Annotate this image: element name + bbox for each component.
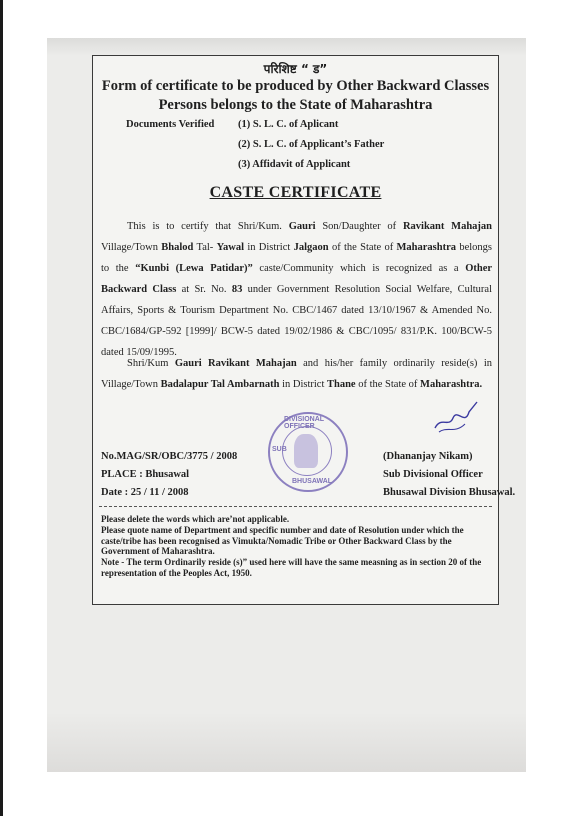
residence-district: Thane: [327, 379, 356, 390]
officer-office: Bhusawal Division Bhusawal.: [383, 487, 516, 498]
category: Other Backward Class: [101, 263, 493, 295]
heading-line-1: Form of certificate to be produced by Other Backward Classes: [101, 78, 490, 94]
serial-number: 83: [231, 284, 243, 295]
caste-name: “Kunbi (Lewa Patidar)”: [135, 263, 253, 274]
note-1: Please delete the words which are’not applicable.: [101, 514, 290, 524]
certificate-paragraph-2: Shri/Kum Gauri Ravikant Mahajan and his/her family ordinarily reside(s) in Village/Town Badalapur Tal Ambarnath in District Thane of the State of Maharashtra.: [101, 358, 492, 390]
hindi-heading: परिशिष्ट “ ड”: [263, 62, 328, 76]
officer-name: (Dhananjay Nikam): [383, 451, 473, 462]
official-seal-stamp: DIVISIONAL OFFICER SUB BHUSAWAL: [268, 412, 348, 492]
officer-designation: Sub Divisional Officer: [383, 469, 483, 480]
signature: [431, 398, 481, 438]
taluka: Yawal: [216, 242, 245, 253]
certificate-title: CASTE CERTIFICATE: [209, 184, 382, 201]
documents-verified-label: Documents Verified: [126, 119, 215, 130]
document-item-1: (1) S. L. C. of Aplicant: [238, 119, 339, 130]
certificate-box: [92, 55, 516, 605]
document-item-2: (2) S. L. C. of Applicant’s Father: [238, 139, 385, 150]
state: Maharashtra: [396, 242, 457, 253]
applicant-name: Gauri: [288, 221, 316, 232]
heading-line-2: Persons belongs to the State of Maharashtra: [158, 97, 433, 113]
applicant-full-name: Gauri Ravikant Mahajan: [174, 358, 297, 369]
note-2: Please quote name of Department and specific number and date of Resolution under which the caste/tribe has been recognised as Vimukta/Nomadic Tribe or Other Backward Class by the Government of Maharashtra.: [101, 525, 464, 556]
issue-place: PLACE : Bhusawal: [101, 469, 190, 480]
father-name: Ravikant Mahajan: [402, 221, 492, 232]
district: Jalgaon: [293, 242, 329, 253]
reference-number: No.MAG/SR/OBC/3775 / 2008: [101, 451, 238, 462]
document-item-3: (3) Affidavit of Applicant: [238, 159, 351, 170]
village: Bhalod: [161, 242, 194, 253]
left-border-line: [0, 0, 3, 816]
separator-line: [99, 506, 492, 507]
emblem-icon: [294, 434, 318, 468]
residence-state: Maharashtra.: [420, 379, 483, 390]
issue-date: Date : 25 / 11 / 2008: [101, 487, 189, 498]
residence-place: Badalapur Tal Ambarnath: [160, 379, 280, 390]
note-3: Note - The term Ordinarily reside (s)” used here will have the same measning as in section 20 of the representation of the Peoples Act, 1950.: [101, 557, 482, 578]
certificate-paragraph-1: This is to certify that Shri/Kum. Gauri Son/Daughter of Ravikant Mahajan Village/Town Bhalod Tal- Yawal in District Jalgaon of the State of Maharashtra belongs to the “Kunbi (Lewa Patidar)” caste/Community which is recognized as a Other Backward Class at Sr. No. 83 under Government Resolution Social Welfare, Cultural Affairs, Sports & Tourism Department No. CBC/1467 dated 13/10/1967 & Amended No. CBC/1684/GP-592 [1999]/ BCW-5 dated 19/02/1986 & CBC/1095/ 831/P.K. 100/BCW-5 dated 15/09/1995.: [101, 221, 493, 358]
